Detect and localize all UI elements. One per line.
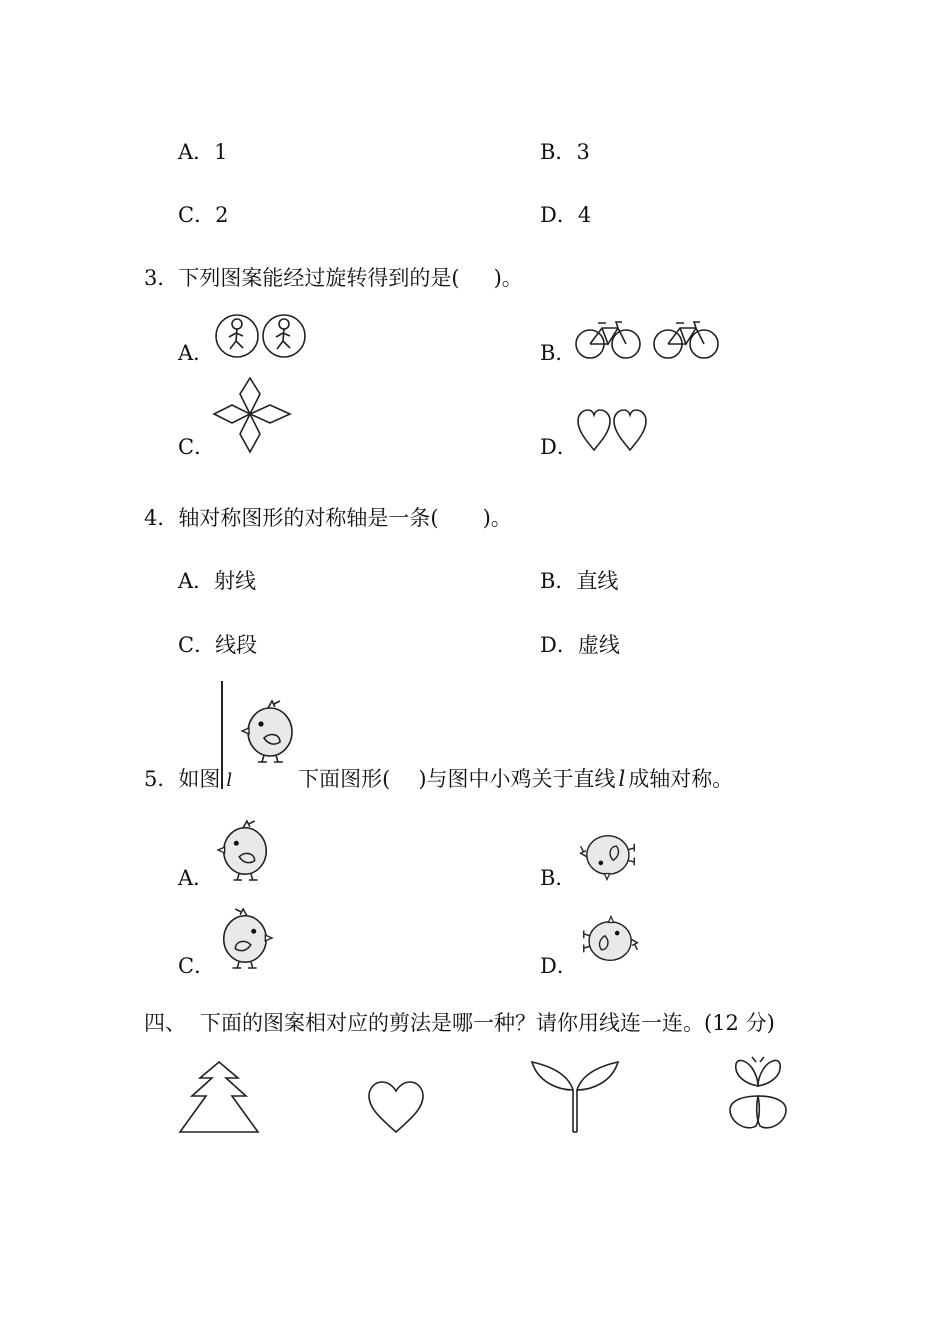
hearts-icon — [576, 408, 648, 454]
axis-label: l — [226, 770, 233, 791]
q5-option-b-letter: B． — [540, 866, 577, 890]
q2-option-a — [178, 139, 228, 165]
stem-text-a: 如图 — [178, 767, 221, 791]
q2-option-b — [540, 139, 590, 165]
stem-text-b: 下面图形( — [298, 767, 391, 791]
option-text: 2 — [215, 203, 229, 227]
q4-option-d — [540, 632, 620, 658]
q4-option-c — [178, 632, 257, 658]
q5-stem — [144, 766, 733, 794]
q5-option-a-letter: A． — [178, 866, 215, 890]
sprout-icon — [528, 1058, 622, 1136]
q3-option-a-letter: A． — [178, 341, 215, 365]
chick-right-icon — [216, 906, 274, 970]
chick-rotated-alt-icon — [578, 912, 644, 970]
option-letter: C． — [178, 633, 216, 657]
option-text: 直线 — [576, 569, 619, 593]
heart-shape-icon — [366, 1080, 426, 1136]
section-4-heading — [144, 1010, 775, 1036]
q2-option-c — [178, 202, 228, 228]
q4-stem — [144, 505, 512, 531]
option-letter: A． — [178, 569, 215, 593]
bicycles-icon — [574, 318, 720, 362]
stem-text-end: )。 — [493, 266, 523, 290]
question-number: 5． — [144, 767, 179, 791]
option-text: 3 — [576, 140, 590, 164]
q5-option-d-letter: D． — [540, 954, 578, 978]
question-number: 3． — [144, 266, 179, 290]
q4-option-a — [178, 568, 256, 594]
option-letter: D． — [540, 633, 578, 657]
rhombus-star-icon — [212, 376, 292, 454]
stem-text: 轴对称图形的对称轴是一条( — [178, 506, 439, 530]
stem-text-c: )与图中小鸡关于直线 — [418, 767, 616, 791]
option-letter: B． — [540, 140, 577, 164]
option-letter: C． — [178, 203, 216, 227]
option-letter: A． — [178, 140, 215, 164]
q3-option-c-letter: C． — [178, 435, 216, 459]
stem-text: 下列图案能经过旋转得到的是( — [178, 266, 460, 290]
circled-stick-figures-icon — [214, 312, 310, 362]
q3-stem — [144, 265, 523, 291]
option-letter: B． — [540, 569, 577, 593]
section-number: 四、 — [144, 1011, 186, 1035]
line-label: l — [618, 767, 626, 791]
question-number: 4． — [144, 506, 179, 530]
option-text: 射线 — [214, 569, 257, 593]
option-text: 线段 — [215, 633, 258, 657]
tree-icon — [176, 1060, 262, 1136]
q3-option-b-letter: B． — [540, 341, 577, 365]
option-text: 4 — [577, 203, 592, 227]
chick-icon — [240, 698, 300, 764]
q5-option-c-letter: C． — [178, 954, 216, 978]
chick-left-icon — [216, 818, 274, 882]
q2-option-d — [540, 202, 591, 228]
q4-option-b — [540, 568, 618, 594]
q3-option-d-letter: D． — [540, 435, 578, 459]
stem-text-end: )。 — [482, 506, 512, 530]
option-text: 1 — [214, 140, 228, 164]
section-title: 下面的图案相对应的剪法是哪一种？请你用线连一连。(12 分) — [200, 1011, 775, 1035]
option-letter: D． — [540, 203, 578, 227]
chick-rotated-icon — [574, 826, 640, 884]
stem-text-d: 成轴对称。 — [628, 767, 734, 791]
option-text: 虚线 — [577, 633, 620, 657]
butterfly-icon — [726, 1056, 790, 1136]
